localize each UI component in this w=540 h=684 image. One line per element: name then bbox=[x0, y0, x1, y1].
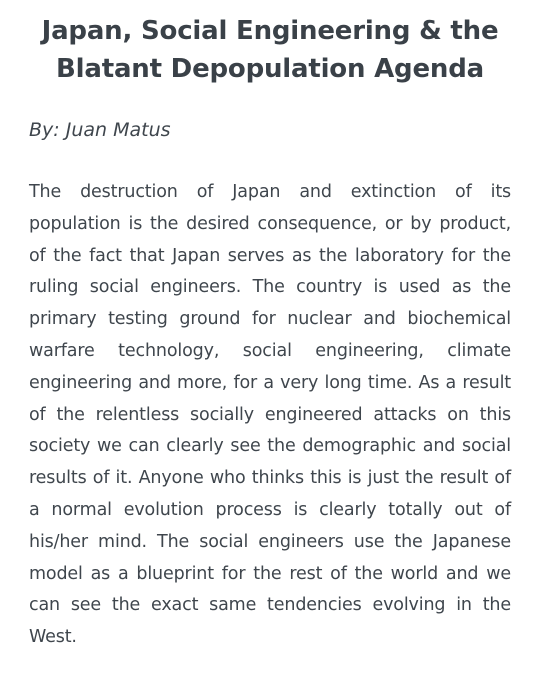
article bbox=[29, 0, 511, 654]
article-body: The destruction of Japan and extinction of its population is the desired consequence, or by product, of the fact that Japan serves as the laboratory for the ruling social engineers. The country is used as the primary testing ground for nuclear and biochemical warfare technology, social engineering, climate engineering and more, for a very long time. As a result of the relentless socially engineered attacks on this society we can clearly see the demographic and social results of it. Anyone who thinks this is just the result of a normal evolution process is clearly totally out of his/her mind. The social engineers use the Japanese model as a blueprint for the rest of the world and we can see the exact same tendencies evolving in the West. bbox=[29, 182, 511, 648]
article-byline: By: Juan Matus bbox=[29, 119, 171, 141]
article-title: Japan, Social Engineering & the Blatant Depopulation Agenda bbox=[41, 16, 499, 84]
